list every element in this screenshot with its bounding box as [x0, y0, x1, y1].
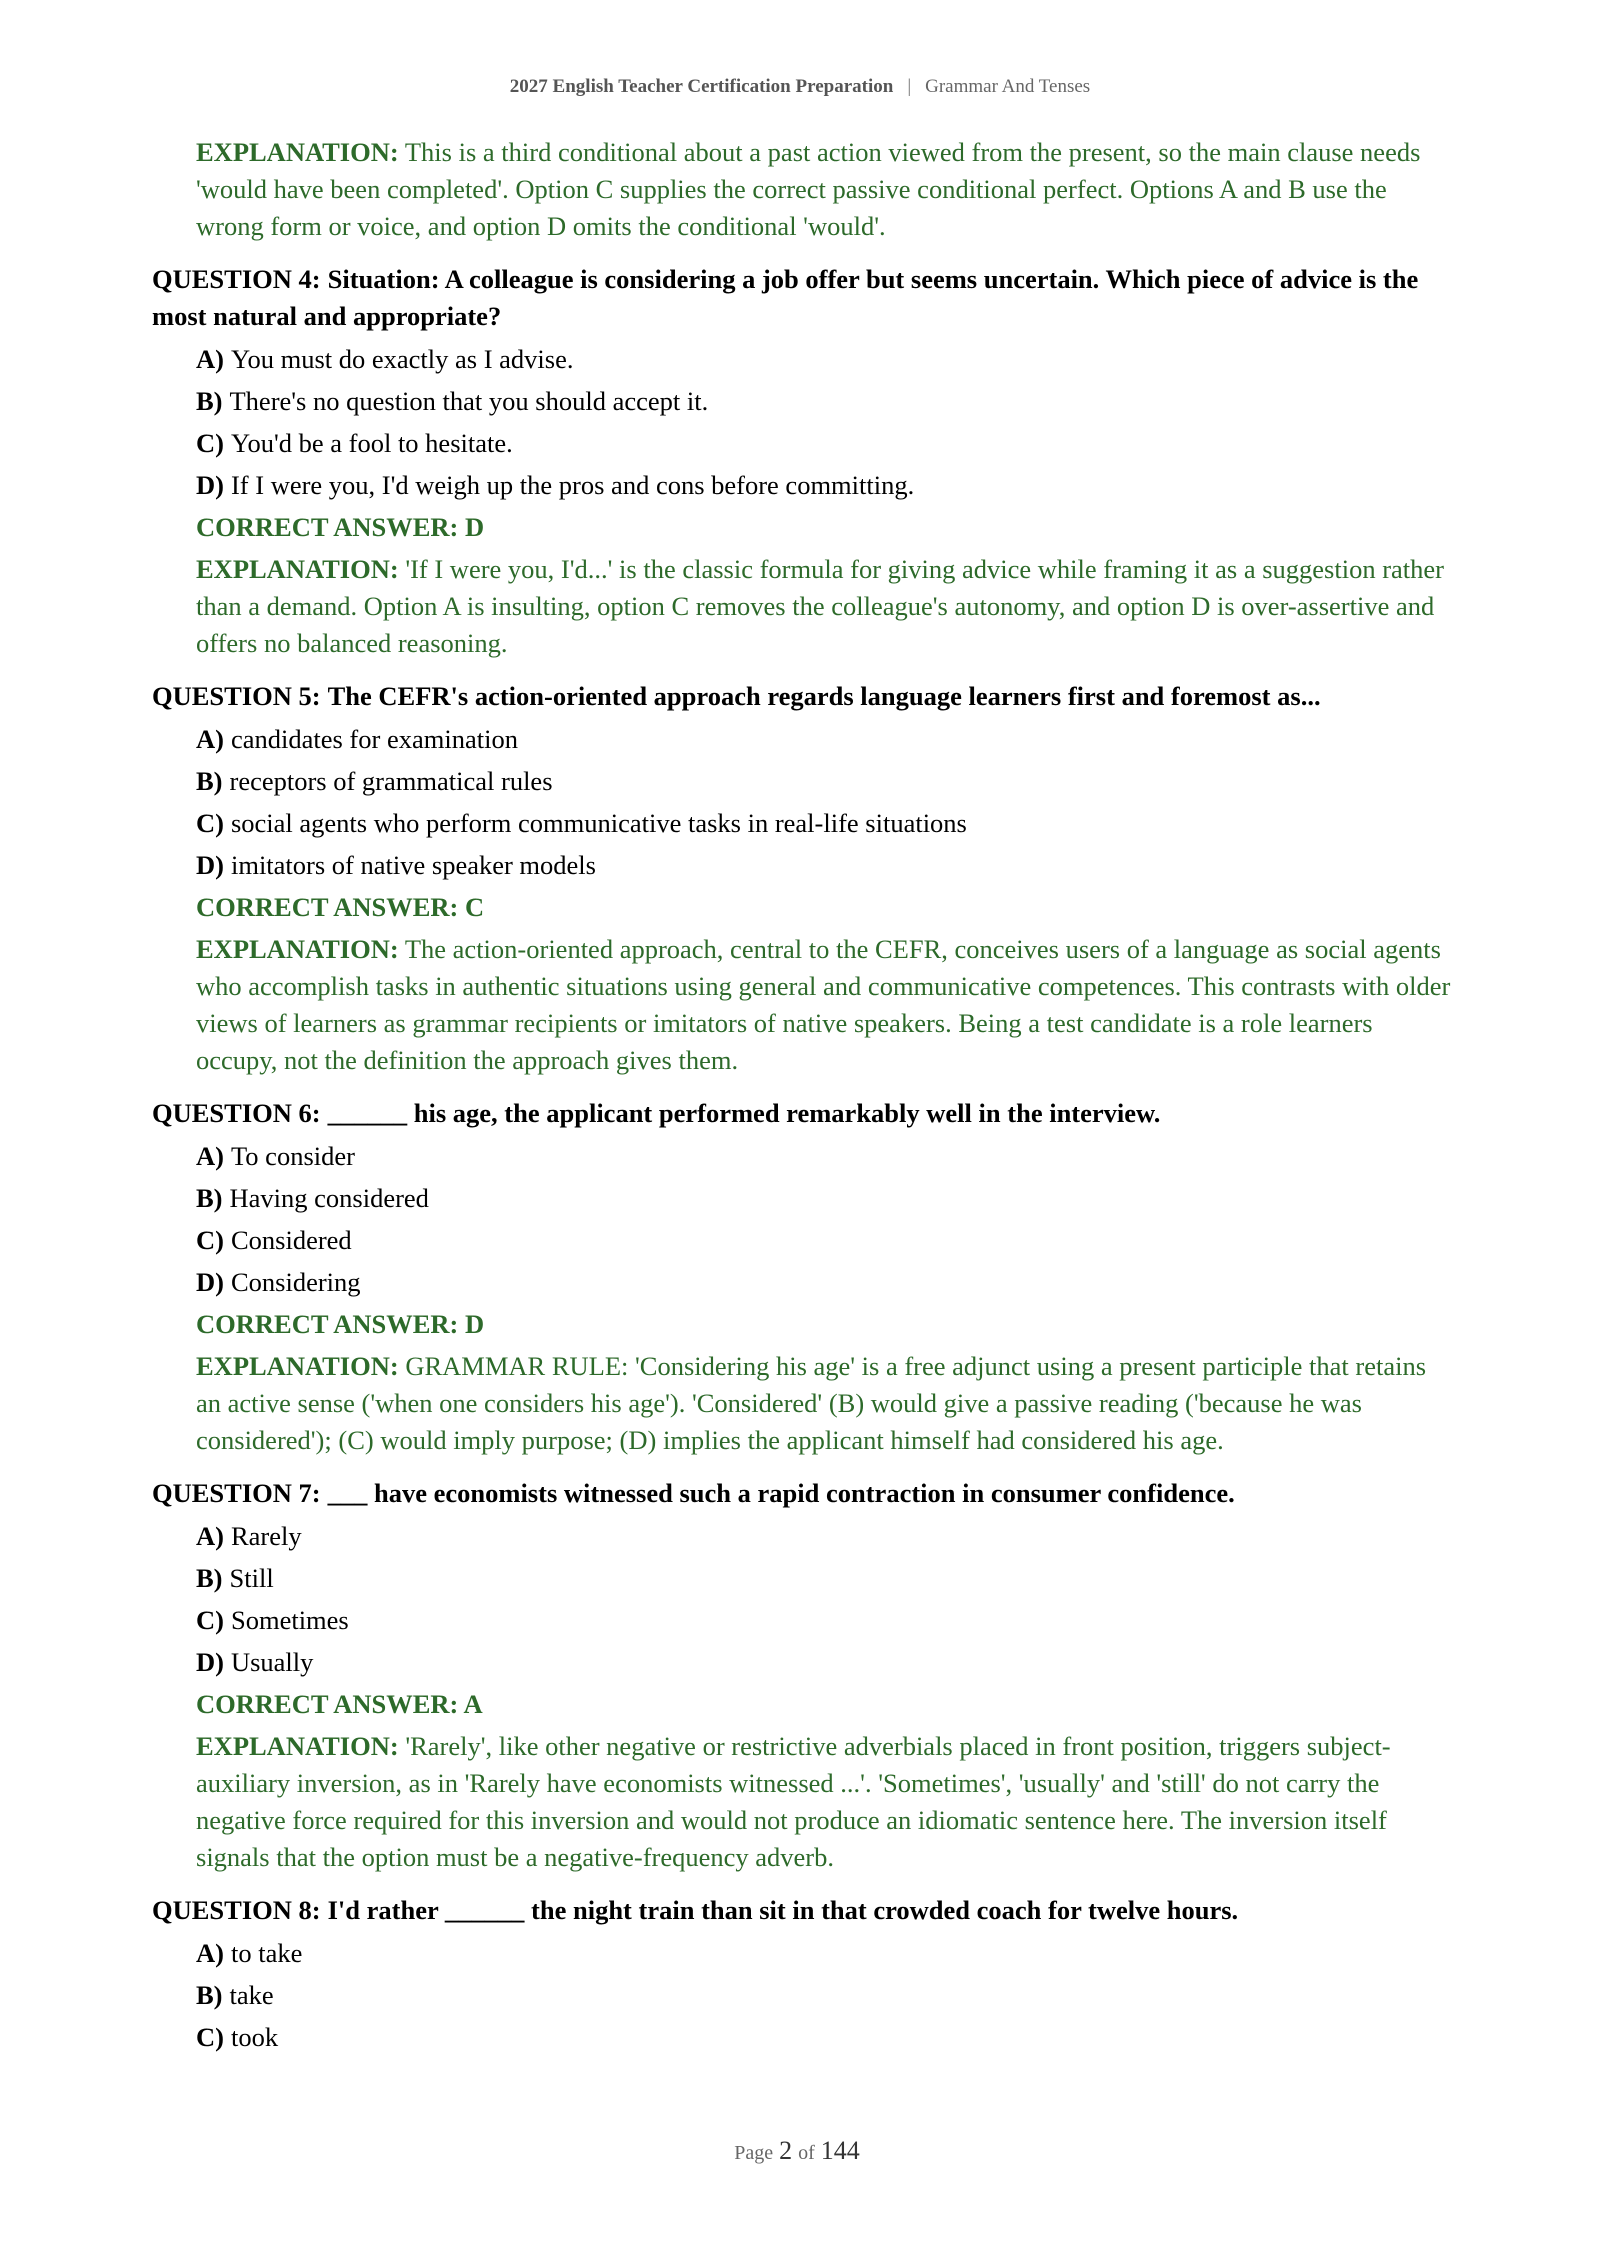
explanation-text: This is a third conditional about a past action viewed from the present, so the main clause needs 'would have been completed'. Option C supplies the correct passive conditional perfect. Options A and B use the wrong form or voice, and option D omits the conditional 'would'. — [196, 137, 1421, 241]
correct-answer — [196, 509, 1452, 546]
option-letter: A) — [196, 1938, 224, 1968]
explanation — [196, 1348, 1452, 1459]
question-stem — [152, 678, 1452, 715]
option-text: took — [230, 2022, 279, 2052]
option-text: If I were you, I'd weigh up the pros and cons before committing. — [230, 470, 915, 500]
question-number: QUESTION 8: — [152, 1895, 321, 1925]
answer-option — [196, 383, 1452, 420]
answer-option — [196, 1602, 1452, 1639]
header-separator: | — [907, 76, 912, 97]
option-text: You must do exactly as I advise. — [230, 344, 574, 374]
section-title: Grammar And Tenses — [925, 76, 1091, 97]
option-text: take — [229, 1980, 274, 2010]
answer-option — [196, 847, 1452, 884]
correct-answer-label: CORRECT ANSWER: — [196, 512, 459, 542]
explanation — [196, 134, 1452, 245]
question-block — [152, 1095, 1452, 1459]
option-letter: B) — [196, 386, 223, 416]
explanation — [196, 1728, 1452, 1876]
total-pages: 144 — [820, 2136, 860, 2165]
question-number: QUESTION 7: — [152, 1478, 321, 1508]
option-text: Still — [229, 1563, 274, 1593]
option-text: Usually — [230, 1647, 314, 1677]
question-stem — [152, 1475, 1452, 1512]
correct-answer-label: CORRECT ANSWER: — [196, 892, 459, 922]
answer-option — [196, 1935, 1452, 1972]
answer-option — [196, 1644, 1452, 1681]
option-text: receptors of grammatical rules — [229, 766, 553, 796]
explanation-label: EXPLANATION: — [196, 1731, 399, 1761]
answer-option — [196, 1222, 1452, 1259]
answer-option — [196, 467, 1452, 504]
question-number: QUESTION 5: — [152, 681, 321, 711]
answer-option — [196, 341, 1452, 378]
question-block — [152, 1892, 1452, 2056]
page-footer — [0, 2136, 1600, 2166]
question-text: Situation: A colleague is considering a job offer but seems uncertain. Which piece of advice is the most natural and appropriate? — [152, 264, 1419, 331]
answer-option — [196, 721, 1452, 758]
option-letter: C) — [196, 808, 224, 838]
document-title: 2027 English Teacher Certification Preparation — [509, 76, 894, 97]
option-text: social agents who perform communicative tasks in real-life situations — [230, 808, 967, 838]
question-block — [152, 1475, 1452, 1876]
question-text: The CEFR's action-oriented approach regards language learners first and foremost as... — [327, 681, 1321, 711]
option-letter: B) — [196, 1980, 223, 2010]
explanation — [196, 551, 1452, 662]
correct-answer-label: CORRECT ANSWER: — [196, 1689, 459, 1719]
explanation-text: 'Rarely', like other negative or restrictive adverbials placed in front position, triggers subject-auxiliary inversion, as in 'Rarely have economists witnessed ...'. 'Sometimes', 'usually' and 'still' do not carry the negative force required for this inversion and would not produce an idiomatic sentence here. The inversion itself signals that the option must be a negative-frequency adverb. — [196, 1731, 1391, 1872]
option-letter: B) — [196, 766, 223, 796]
option-letter: D) — [196, 1267, 224, 1297]
explanation-label: EXPLANATION: — [196, 554, 399, 584]
correct-answer-letter: A — [463, 1689, 483, 1719]
correct-answer-label: CORRECT ANSWER: — [196, 1309, 459, 1339]
question-text: ______ his age, the applicant performed remarkably well in the interview. — [327, 1098, 1161, 1128]
option-text: Rarely — [230, 1521, 302, 1551]
correct-answer — [196, 1306, 1452, 1343]
option-letter: A) — [196, 1521, 224, 1551]
page-header — [0, 76, 1600, 98]
answer-option — [196, 1264, 1452, 1301]
explanation-label: EXPLANATION: — [196, 1351, 399, 1381]
answer-option — [196, 1180, 1452, 1217]
option-letter: B) — [196, 1563, 223, 1593]
option-text: candidates for examination — [230, 724, 518, 754]
question-stem — [152, 1095, 1452, 1132]
question-text: ___ have economists witnessed such a rapid contraction in consumer confidence. — [327, 1478, 1235, 1508]
correct-answer — [196, 889, 1452, 926]
answer-option — [196, 805, 1452, 842]
option-text: To consider — [230, 1141, 355, 1171]
question-stem — [152, 1892, 1452, 1929]
page-content — [152, 134, 1452, 2061]
option-text: Considering — [230, 1267, 361, 1297]
option-letter: A) — [196, 1141, 224, 1171]
answer-option — [196, 1138, 1452, 1175]
explanation-text: 'If I were you, I'd...' is the classic formula for giving advice while framing it as a suggestion rather than a demand. Option A is insulting, option C removes the colleague's autonomy, and option D is over-assertive and offers no balanced reasoning. — [196, 554, 1444, 658]
question-number: QUESTION 6: — [152, 1098, 321, 1128]
question-number: QUESTION 4: — [152, 264, 321, 294]
question-block — [152, 678, 1452, 1079]
option-letter: D) — [196, 850, 224, 880]
option-letter: C) — [196, 2022, 224, 2052]
option-text: You'd be a fool to hesitate. — [230, 428, 513, 458]
option-letter: D) — [196, 1647, 224, 1677]
page-number: 2 — [779, 2136, 793, 2165]
correct-answer-letter: D — [464, 1309, 485, 1339]
correct-answer — [196, 1686, 1452, 1723]
option-letter: D) — [196, 470, 224, 500]
option-text: Having considered — [229, 1183, 429, 1213]
answer-option — [196, 1977, 1452, 2014]
question-text: I'd rather ______ the night train than sit in that crowded coach for twelve hours. — [327, 1895, 1239, 1925]
of-label: of — [798, 2142, 815, 2164]
option-text: Considered — [230, 1225, 352, 1255]
answer-option — [196, 1560, 1452, 1597]
option-text: imitators of native speaker models — [230, 850, 596, 880]
option-text: Sometimes — [230, 1605, 349, 1635]
answer-option — [196, 763, 1452, 800]
explanation — [196, 931, 1452, 1079]
option-letter: B) — [196, 1183, 223, 1213]
answer-option — [196, 425, 1452, 462]
question-stem — [152, 261, 1452, 335]
correct-answer-letter: C — [464, 892, 485, 922]
question-block — [152, 261, 1452, 662]
explanation-label: EXPLANATION: — [196, 934, 399, 964]
option-text: to take — [230, 1938, 303, 1968]
page-label: Page — [734, 2142, 774, 2164]
option-letter: C) — [196, 1225, 224, 1255]
option-letter: A) — [196, 344, 224, 374]
answer-option — [196, 1518, 1452, 1555]
option-letter: C) — [196, 1605, 224, 1635]
option-letter: C) — [196, 428, 224, 458]
explanation-label: EXPLANATION: — [196, 137, 399, 167]
correct-answer-letter: D — [464, 512, 485, 542]
option-text: There's no question that you should accept it. — [229, 386, 709, 416]
answer-option — [196, 2019, 1452, 2056]
option-letter: A) — [196, 724, 224, 754]
explanation-text: GRAMMAR RULE: 'Considering his age' is a free adjunct using a present participle that retains an active sense ('when one considers his age'). 'Considered' (B) would give a passive reading ('because he was considered'); (C) would imply purpose; (D) implies the applicant himself had considered his age. — [196, 1351, 1427, 1455]
explanation-text: The action-oriented approach, central to the CEFR, conceives users of a language as social agents who accomplish tasks in authentic situations using general and communicative competences. This contrasts with older views of learners as grammar recipients or imitators of native speakers. Being a test candidate is a role learners occupy, not the definition the approach gives them. — [196, 934, 1451, 1075]
